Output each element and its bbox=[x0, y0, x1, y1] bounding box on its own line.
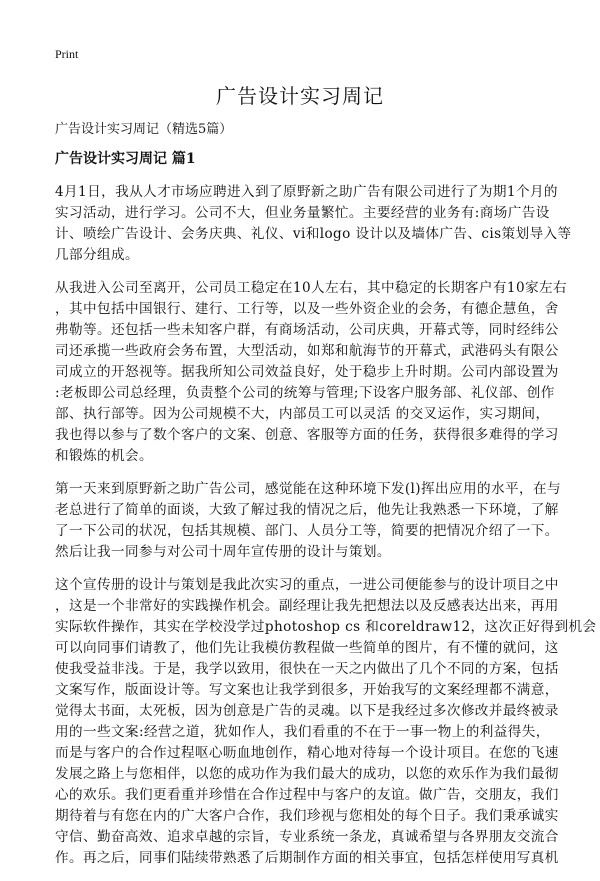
paragraph-line: 第一天来到原野新之助广告公司，感觉能在这种环境下发(l)挥出应用的水平，在与 bbox=[55, 481, 561, 497]
paragraph-line: 然后让我一同参与对公司十周年宣传册的设计与策划。 bbox=[55, 544, 391, 560]
paragraph-line: 觉得太书面，太死板，因为创意是广告的灵魂。以下是我经过多次修改并最终被录 bbox=[55, 703, 559, 719]
paragraph-line: 4月1日，我从人才市场应聘进入到了原野新之助广告有限公司进行了为期1个月的 bbox=[55, 184, 558, 200]
paragraph-line: 司成立的开怒视等。据我所知公司效益良好，处于稳步上升时期。公司内部设置为 bbox=[55, 364, 559, 380]
article-body bbox=[55, 182, 597, 881]
paragraph-line: 老总进行了简单的面谈，大致了解过我的情况之后，他先让我熟悉一下环境，了解 bbox=[55, 502, 559, 518]
paragraph-line: 司还承揽一些政府会务布置，大型活动，如郑和航海节的开幕式，武港码头有限公 bbox=[55, 343, 559, 359]
paragraph-line: 实际软件操作，其实在学校没学过photoshop cs 和coreldraw12，这次正好得到机会 bbox=[55, 619, 597, 635]
paragraph-line: 文案写作，版面设计等。写文案也让我学到很多，开始我写的文案经理都不满意， bbox=[55, 682, 559, 698]
paragraph bbox=[55, 182, 572, 266]
paragraph-line: 和锻炼的机会。 bbox=[55, 448, 153, 464]
paragraph-line: 可以向同事们请教了，他们先让我模仿教程做一些简单的图片，有不懂的就问，这 bbox=[55, 640, 559, 656]
page-title: 广告设计实习周记 bbox=[216, 84, 384, 108]
paragraph-line: 这个宣传册的设计与策划是我此次实习的重点，一进公司便能参与的设计项目之中 bbox=[55, 577, 559, 593]
paragraph bbox=[55, 575, 597, 869]
paragraph-line: 我也得以参与了数个客户的文案、创意、客服等方面的任务，获得很多难得的学习 bbox=[55, 427, 559, 443]
paragraph-line: 使我受益非浅。于是，我学以致用，很快在一天之内做出了几个不同的方案，包括 bbox=[55, 661, 559, 677]
paragraph bbox=[55, 278, 567, 467]
paragraph-line: 守信、勤奋高效、追求卓越的宗旨，专业系统一条龙，真诚希望与各界朋友交流合 bbox=[55, 829, 559, 845]
paragraph-line: 部、执行部等。因为公司规模不大，内部员工可以灵活 的交叉运作，实习期间， bbox=[55, 406, 550, 422]
section-heading: 广告设计实习周记 篇1 bbox=[55, 151, 196, 167]
paragraph-line: :老板即公司总经理，负责整个公司的统筹与管理;下设客户服务部、礼仪部、创作 bbox=[55, 385, 555, 401]
paragraph-line: 而是与客户的合作过程呕心呖血地创作，精心地对待每一个设计项目。在您的飞速 bbox=[55, 745, 559, 761]
paragraph-line: 用的一些文案:经营之道，犹如作人，我们看重的不在于一事一物上的利益得失， bbox=[55, 724, 550, 740]
paragraph-line: 发展之路上与您相伴，以您的成功作为我们最大的成功，以您的欢乐作为我们最彻 bbox=[55, 766, 559, 782]
paragraph bbox=[55, 479, 561, 563]
paragraph-line: 心的欢乐。我们更看重并珍惜在合作过程中与客户的友谊。做广告，交朋友，我们 bbox=[55, 787, 559, 803]
paragraph-line: 了一下公司的状况，包括其规模、部门、人员分工等，简要的把情况介绍了一下。 bbox=[55, 523, 559, 539]
document-subtitle: 广告设计实习周记（精选5篇） bbox=[55, 122, 233, 137]
paragraph-line: 从我进入公司至离开，公司员工稳定在10人左右，其中稳定的长期客户有10家左右 bbox=[55, 280, 567, 296]
paragraph-line: 几部分组成。 bbox=[55, 247, 139, 263]
paragraph-line: 实习活动，进行学习。公司不大，但业务量繁忙。主要经营的业务有:商场广告设 bbox=[55, 205, 550, 221]
paragraph-line: 弗勒等。还包括一些未知客户群，有商场活动，公司庆典，开幕式等，同时经纬公 bbox=[55, 322, 559, 338]
paragraph-line: 计、喷绘广告设计、会务庆典、礼仪、vi和logo 设计以及墙体广告、cis策划导入等 bbox=[55, 226, 572, 242]
paragraph-line: ，这是一个非常好的实践操作机会。副经理让我先把想法以及反感表达出来，再用 bbox=[55, 598, 559, 614]
paragraph-line: 期待着与有您在内的广大客户合作，我们珍视与您相处的每个日子。我们秉承诚实 bbox=[55, 808, 559, 824]
print-link[interactable]: Print bbox=[55, 47, 79, 61]
paragraph-line: ，其中包括中国银行、建行、工行等，以及一些外资企业的会务，有德企慧鱼，舍 bbox=[55, 301, 559, 317]
paragraph-line: 作。再之后，同事们陆续带熟悉了后期制作方面的相关事宜，包括怎样使用写真机 bbox=[55, 850, 559, 866]
